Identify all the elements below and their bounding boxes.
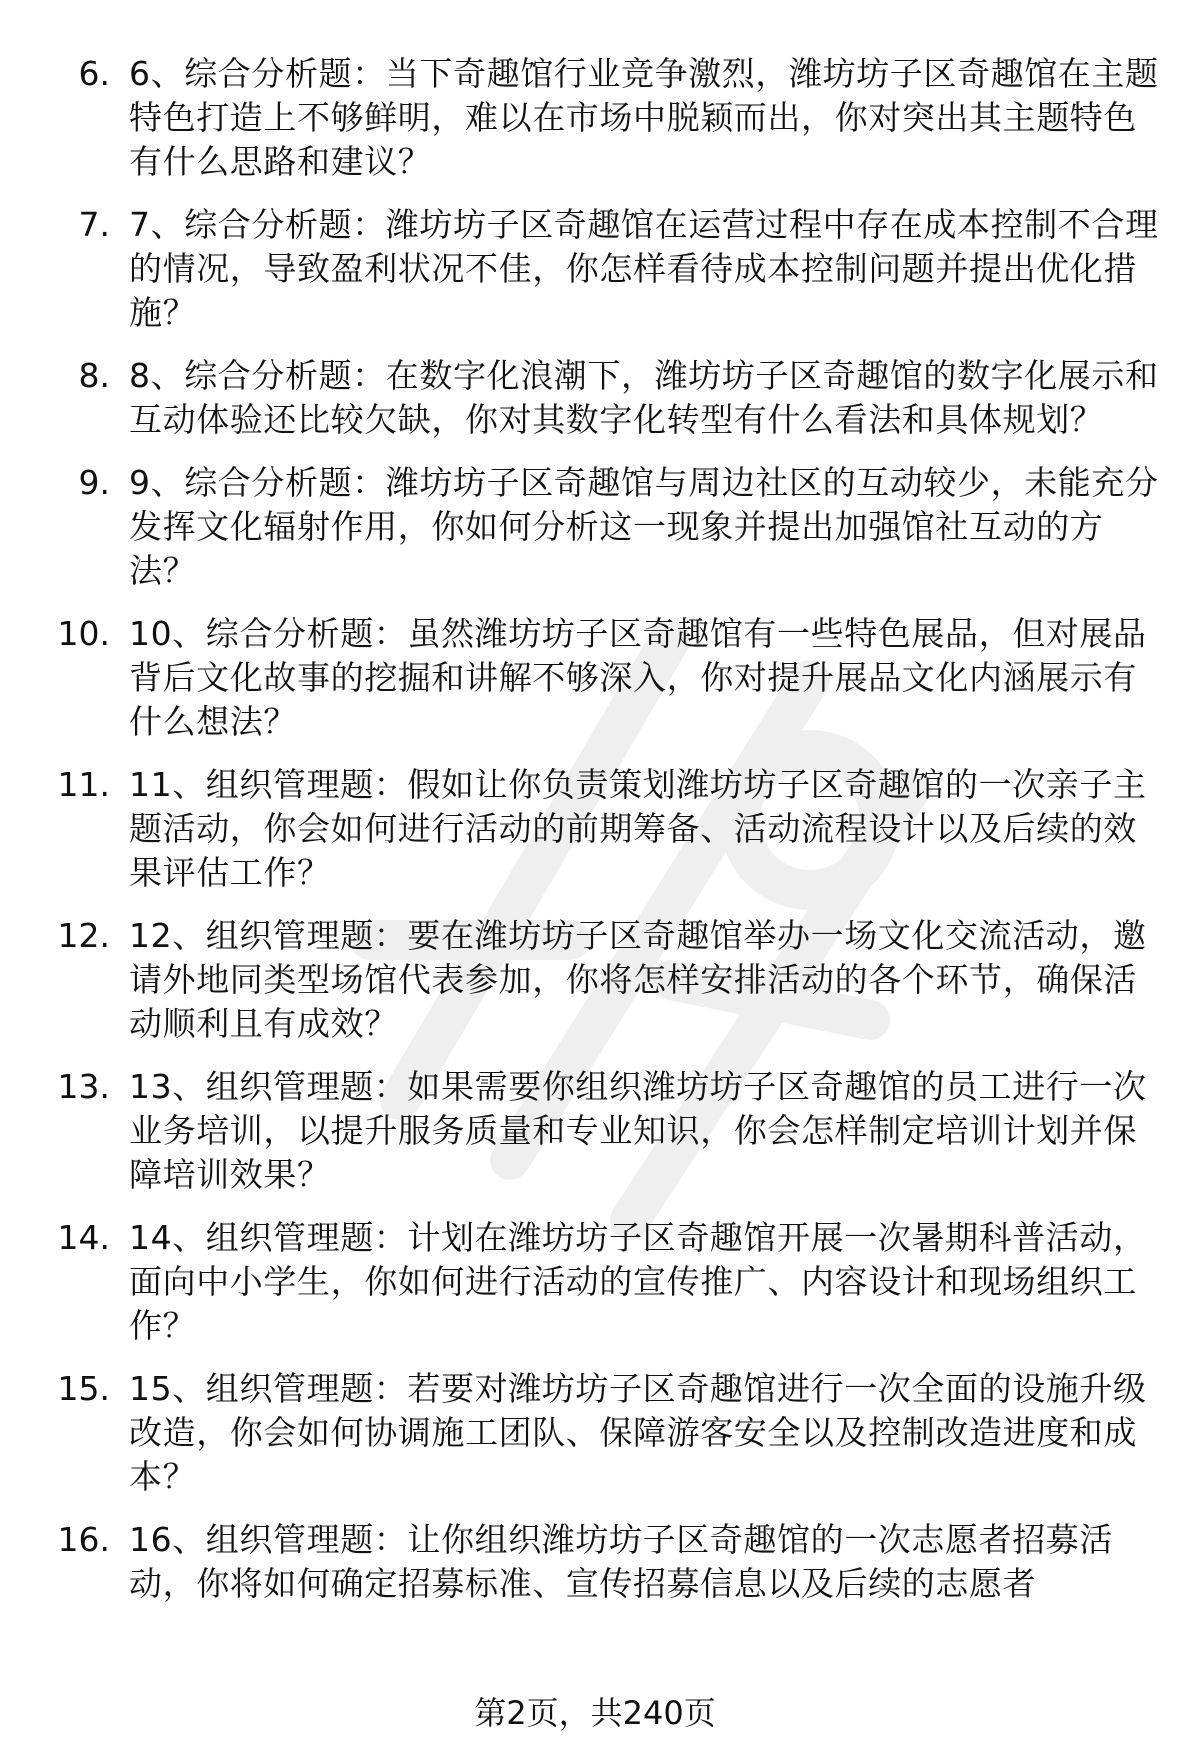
list-item-text: 10、综合分析题：虽然潍坊坊子区奇趣馆有一些特色展品，但对展品背后文化故事的挖掘和讲解不够深入，你对提升展品文化内涵展示有什么想法？ — [129, 614, 1147, 741]
list-item-number: 13. — [57, 1067, 110, 1106]
list-item-number: 11. — [57, 765, 110, 804]
list-item — [0, 914, 1190, 1046]
list-item — [0, 1216, 1190, 1348]
list-item — [0, 203, 1190, 335]
list-item-text: 14、组织管理题：计划在潍坊坊子区奇趣馆开展一次暑期科普活动，面向中小学生，你如何进行活动的宣传推广、内容设计和现场组织工作？ — [129, 1218, 1147, 1345]
list-item-text: 11、组织管理题：假如让你负责策划潍坊坊子区奇趣馆的一次亲子主题活动，你会如何进行活动的前期筹备、活动流程设计以及后续的效果评估工作？ — [129, 765, 1147, 892]
list-item — [0, 1065, 1190, 1197]
list-item-number: 12. — [57, 916, 110, 955]
list-item-text: 12、组织管理题：要在潍坊坊子区奇趣馆举办一场文化交流活动，邀请外地同类型场馆代表参加，你将怎样安排活动的各个环节，确保活动顺利且有成效？ — [129, 916, 1147, 1043]
list-item-text: 8、综合分析题：在数字化浪潮下，潍坊坊子区奇趣馆的数字化展示和互动体验还比较欠缺，你对其数字化转型有什么看法和具体规划？ — [129, 356, 1159, 439]
list-item-number: 6. — [78, 54, 110, 93]
list-item-number: 14. — [57, 1218, 110, 1257]
list-item — [0, 612, 1190, 744]
list-item-number: 9. — [78, 463, 110, 502]
list-item-text: 16、组织管理题：让你组织潍坊坊子区奇趣馆的一次志愿者招募活动，你将如何确定招募标准、宣传招募信息以及后续的志愿者 — [129, 1520, 1113, 1603]
list-item — [0, 763, 1190, 895]
list-item-number: 8. — [78, 356, 110, 395]
list-item — [0, 1367, 1190, 1499]
list-item-text: 7、综合分析题：潍坊坊子区奇趣馆在运营过程中存在成本控制不合理的情况，导致盈利状况不佳，你怎样看待成本控制问题并提出优化措施？ — [129, 205, 1159, 332]
list-item — [0, 52, 1190, 184]
page-footer: 第2页，共240页 — [474, 1694, 716, 1732]
question-list — [0, 52, 1190, 1625]
list-item — [0, 1518, 1190, 1606]
list-item-number: 7. — [78, 205, 110, 244]
list-item-number: 10. — [57, 614, 110, 653]
list-item-number: 15. — [57, 1369, 110, 1408]
list-item — [0, 461, 1190, 593]
list-item — [0, 354, 1190, 442]
list-item-text: 15、组织管理题：若要对潍坊坊子区奇趣馆进行一次全面的设施升级改造，你会如何协调施工团队、保障游客安全以及控制改造进度和成本？ — [129, 1369, 1147, 1496]
list-item-text: 6、综合分析题：当下奇趣馆行业竞争激烈，潍坊坊子区奇趣馆在主题特色打造上不够鲜明，难以在市场中脱颖而出，你对突出其主题特色有什么思路和建议？ — [129, 54, 1159, 181]
list-item-number: 16. — [57, 1520, 110, 1559]
list-item-text: 9、综合分析题：潍坊坊子区奇趣馆与周边社区的互动较少，未能充分发挥文化辐射作用，你如何分析这一现象并提出加强馆社互动的方法？ — [129, 463, 1159, 590]
list-item-text: 13、组织管理题：如果需要你组织潍坊坊子区奇趣馆的员工进行一次业务培训，以提升服务质量和专业知识，你会怎样制定培训计划并保障培训效果？ — [129, 1067, 1147, 1194]
